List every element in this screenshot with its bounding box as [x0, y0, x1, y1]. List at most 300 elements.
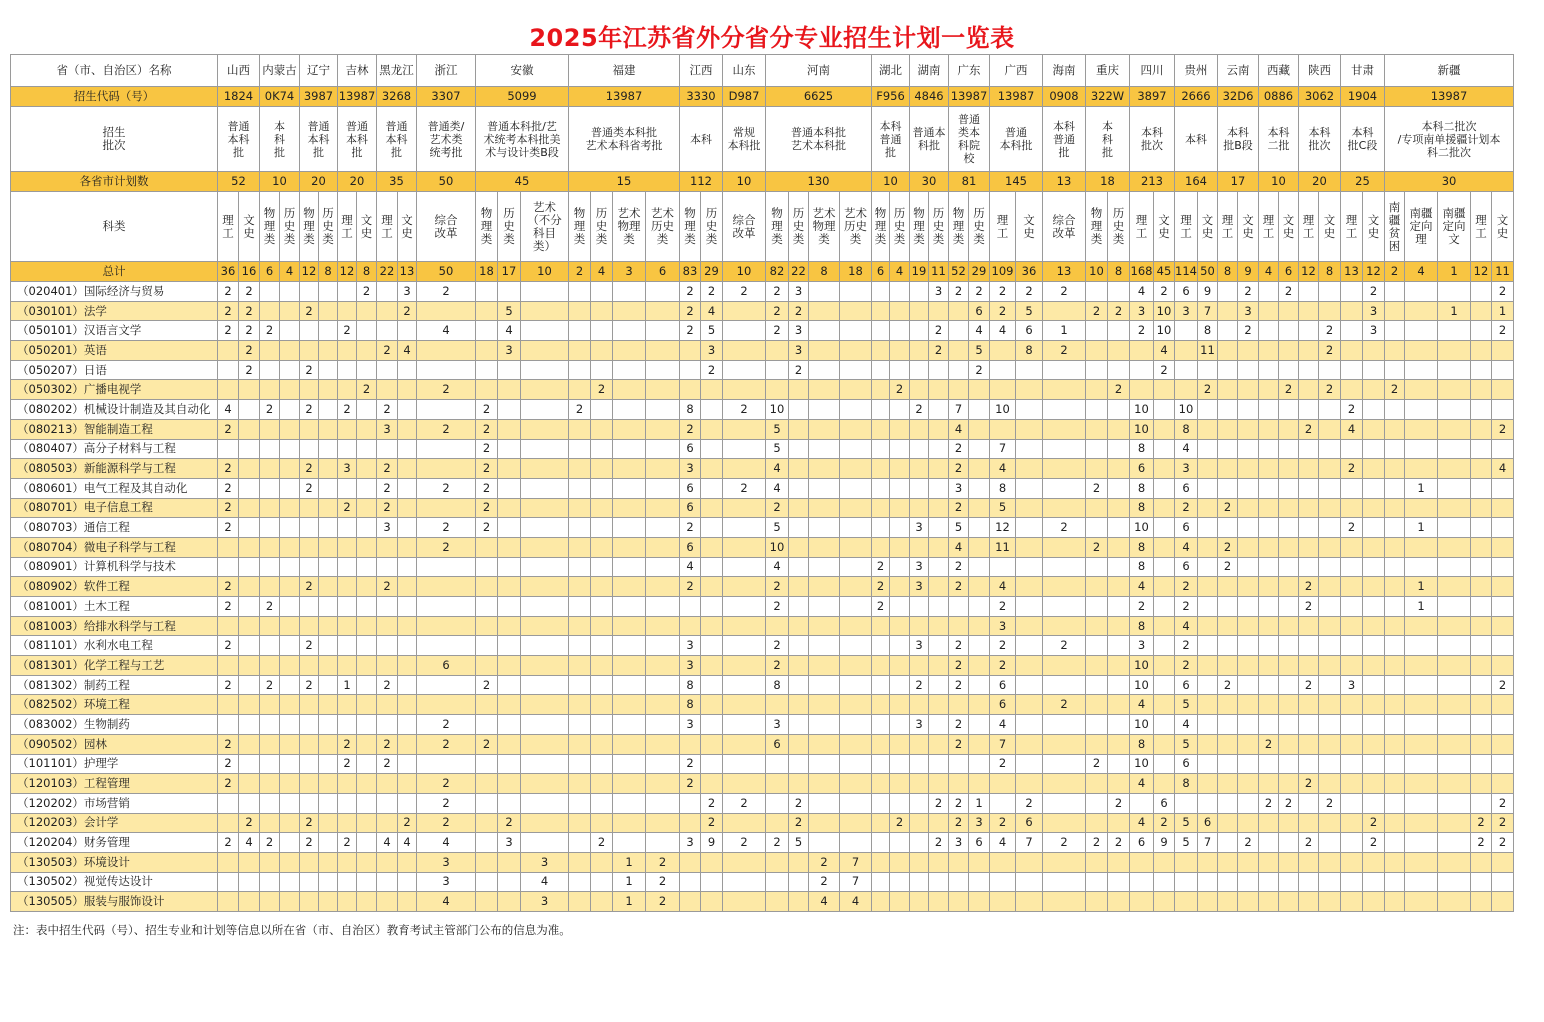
total-value: 4: [1405, 262, 1438, 282]
plan-value: [1299, 321, 1319, 341]
plan-value: [569, 754, 591, 774]
plan-value: 7: [840, 852, 872, 872]
plan-value: [319, 301, 338, 321]
plan-value: [1279, 557, 1299, 577]
plan-value: 2: [929, 833, 949, 853]
plan-value: [338, 616, 357, 636]
plan-value: [1492, 636, 1514, 656]
plan-value: 2: [218, 301, 239, 321]
enrollment-code: 322W: [1086, 87, 1130, 107]
plan-value: [1405, 400, 1438, 420]
plan-value: [1198, 498, 1218, 518]
plan-value: [890, 616, 910, 636]
plan-value: [569, 616, 591, 636]
plan-value: [990, 852, 1016, 872]
plan-value: [280, 380, 300, 400]
plan-value: [969, 439, 990, 459]
plan-value: [398, 459, 417, 479]
enrollment-batch: 本科 批C段: [1341, 107, 1385, 172]
plan-value: [1016, 656, 1043, 676]
plan-value: 8: [1130, 616, 1154, 636]
plan-value: [809, 419, 840, 439]
plan-value: [398, 439, 417, 459]
plan-value: [701, 498, 723, 518]
plan-value: [1385, 675, 1405, 695]
plan-value: [872, 301, 890, 321]
plan-value: 2: [591, 833, 613, 853]
plan-value: [521, 341, 569, 361]
plan-value: [646, 557, 680, 577]
plan-value: 2: [300, 833, 319, 853]
plan-value: [1405, 439, 1438, 459]
plan-value: [1492, 537, 1514, 557]
enrollment-code: 3268: [377, 87, 417, 107]
plan-value: [646, 282, 680, 302]
plan-value: [789, 656, 809, 676]
plan-value: [1108, 597, 1130, 617]
plan-value: 2: [1238, 321, 1259, 341]
province-quota: 112: [680, 172, 723, 192]
plan-value: [1385, 537, 1405, 557]
plan-value: [338, 282, 357, 302]
plan-value: [1108, 577, 1130, 597]
plan-value: 2: [1279, 793, 1299, 813]
plan-value: [1198, 478, 1218, 498]
plan-value: [591, 616, 613, 636]
plan-value: 2: [723, 833, 766, 853]
plan-value: 6: [990, 695, 1016, 715]
plan-value: [1319, 400, 1341, 420]
plan-value: 2: [218, 419, 239, 439]
enrollment-batch: 普通本科批 艺术本科批: [766, 107, 872, 172]
major-name: （081301）化学工程与工艺: [11, 656, 218, 676]
plan-value: [1043, 400, 1086, 420]
plan-value: 2: [1299, 675, 1319, 695]
plan-value: [701, 400, 723, 420]
plan-value: [929, 675, 949, 695]
plan-value: [680, 813, 701, 833]
plan-value: [929, 774, 949, 794]
plan-value: [338, 518, 357, 538]
plan-value: 2: [723, 282, 766, 302]
plan-value: [319, 478, 338, 498]
plan-value: [1385, 400, 1405, 420]
plan-value: [701, 734, 723, 754]
plan-value: [569, 793, 591, 813]
plan-value: [929, 892, 949, 912]
plan-value: [1043, 301, 1086, 321]
plan-value: [521, 321, 569, 341]
plan-value: [260, 616, 280, 636]
plan-value: [872, 892, 890, 912]
plan-value: 2: [218, 478, 239, 498]
plan-value: [910, 892, 929, 912]
total-value: 36: [1016, 262, 1043, 282]
plan-value: 2: [417, 734, 476, 754]
plan-value: [476, 833, 498, 853]
plan-value: [521, 282, 569, 302]
plan-value: 2: [723, 793, 766, 813]
table-row: [11, 439, 1514, 459]
plan-value: [218, 695, 239, 715]
plan-value: 2: [377, 478, 398, 498]
plan-value: 1: [969, 793, 990, 813]
plan-value: [1319, 675, 1341, 695]
plan-value: [1363, 498, 1385, 518]
plan-value: 2: [701, 793, 723, 813]
plan-value: [1492, 439, 1514, 459]
plan-value: [1471, 459, 1492, 479]
plan-value: [1438, 656, 1471, 676]
province-name: 吉林: [338, 55, 377, 87]
major-name: （080503）新能源科学与工程: [11, 459, 218, 479]
plan-value: [319, 360, 338, 380]
enrollment-batch: 普通 本科 批: [218, 107, 260, 172]
plan-value: [377, 892, 398, 912]
plan-value: [1471, 518, 1492, 538]
plan-value: [840, 321, 872, 341]
plan-value: [569, 439, 591, 459]
plan-value: [1341, 498, 1363, 518]
plan-value: [280, 518, 300, 538]
plan-value: [1405, 360, 1438, 380]
plan-value: [1259, 282, 1279, 302]
plan-value: [357, 734, 377, 754]
plan-value: [646, 616, 680, 636]
plan-value: 6: [969, 833, 990, 853]
plan-value: [789, 774, 809, 794]
plan-value: [521, 695, 569, 715]
plan-value: [476, 282, 498, 302]
plan-value: [1086, 872, 1108, 892]
plan-value: [1279, 341, 1299, 361]
plan-value: 2: [476, 459, 498, 479]
plan-value: 2: [1130, 321, 1154, 341]
plan-value: 2: [1299, 833, 1319, 853]
plan-value: [890, 478, 910, 498]
plan-value: [1279, 360, 1299, 380]
plan-value: [300, 715, 319, 735]
plan-value: [218, 715, 239, 735]
major-name: （080601）电气工程及其自动化: [11, 478, 218, 498]
plan-value: [1279, 656, 1299, 676]
plan-value: 6: [680, 498, 701, 518]
plan-value: [1299, 557, 1319, 577]
plan-value: 2: [1299, 419, 1319, 439]
plan-value: [929, 715, 949, 735]
enrollment-code: 3307: [417, 87, 476, 107]
plan-value: [498, 419, 521, 439]
plan-value: [1492, 695, 1514, 715]
province-quota: 35: [377, 172, 417, 192]
plan-value: [1043, 616, 1086, 636]
total-value: 18: [840, 262, 872, 282]
plan-value: [1108, 282, 1130, 302]
plan-value: [498, 636, 521, 656]
plan-value: 2: [701, 282, 723, 302]
plan-value: [646, 734, 680, 754]
plan-value: [1438, 400, 1471, 420]
plan-value: [260, 439, 280, 459]
plan-value: [1385, 734, 1405, 754]
plan-value: [357, 498, 377, 518]
plan-value: [840, 656, 872, 676]
plan-value: [1108, 321, 1130, 341]
plan-value: [789, 636, 809, 656]
plan-value: [569, 892, 591, 912]
plan-value: [569, 813, 591, 833]
plan-value: [1438, 774, 1471, 794]
plan-value: [890, 774, 910, 794]
plan-value: [280, 833, 300, 853]
plan-value: [646, 498, 680, 518]
plan-value: [398, 400, 417, 420]
enrollment-batch: 本 科 批: [260, 107, 300, 172]
plan-value: [398, 892, 417, 912]
plan-value: 2: [377, 400, 398, 420]
plan-value: [1238, 419, 1259, 439]
plan-value: [280, 656, 300, 676]
plan-value: 11: [990, 537, 1016, 557]
plan-value: 2: [1319, 341, 1341, 361]
plan-value: [498, 852, 521, 872]
plan-value: [1319, 360, 1341, 380]
plan-value: [377, 774, 398, 794]
plan-value: [521, 478, 569, 498]
plan-value: [872, 360, 890, 380]
plan-value: 2: [1319, 380, 1341, 400]
plan-value: [280, 360, 300, 380]
plan-value: [1299, 695, 1319, 715]
plan-value: [1341, 892, 1363, 912]
plan-value: 10: [1130, 400, 1154, 420]
plan-value: [1218, 282, 1238, 302]
plan-value: 3: [498, 833, 521, 853]
plan-value: [890, 498, 910, 518]
plan-value: [910, 360, 929, 380]
plan-value: [218, 892, 239, 912]
major-name: （120204）财务管理: [11, 833, 218, 853]
plan-value: [1438, 813, 1471, 833]
plan-value: [338, 360, 357, 380]
plan-value: [1363, 695, 1385, 715]
plan-value: [338, 341, 357, 361]
plan-value: [1259, 459, 1279, 479]
plan-value: [969, 498, 990, 518]
plan-value: [890, 537, 910, 557]
plan-value: [521, 616, 569, 636]
plan-value: [591, 419, 613, 439]
plan-value: [591, 282, 613, 302]
plan-value: [1043, 478, 1086, 498]
plan-value: [1385, 656, 1405, 676]
plan-value: [1341, 774, 1363, 794]
plan-value: 2: [949, 793, 969, 813]
plan-value: [319, 636, 338, 656]
plan-value: [1363, 892, 1385, 912]
plan-value: [1108, 715, 1130, 735]
plan-value: [338, 774, 357, 794]
plan-value: [1363, 577, 1385, 597]
plan-value: [357, 518, 377, 538]
plan-value: [1259, 813, 1279, 833]
plan-value: [476, 793, 498, 813]
plan-value: [1299, 380, 1319, 400]
province-quota: 50: [417, 172, 476, 192]
table-row: [11, 616, 1514, 636]
plan-value: [723, 321, 766, 341]
plan-value: [1238, 459, 1259, 479]
plan-value: [1086, 557, 1108, 577]
plan-value: [319, 498, 338, 518]
plan-value: 1: [613, 892, 646, 912]
total-value: 13: [1043, 262, 1086, 282]
plan-value: [910, 597, 929, 617]
plan-value: [613, 537, 646, 557]
plan-value: [398, 577, 417, 597]
plan-value: [1471, 695, 1492, 715]
plan-value: [1385, 321, 1405, 341]
plan-value: [890, 656, 910, 676]
plan-value: [319, 715, 338, 735]
total-value: 13: [1341, 262, 1363, 282]
table-row: [11, 852, 1514, 872]
plan-value: [357, 833, 377, 853]
plan-value: [1016, 715, 1043, 735]
plan-value: [1471, 892, 1492, 912]
plan-value: 2: [701, 360, 723, 380]
plan-value: [840, 282, 872, 302]
enrollment-code: F956: [872, 87, 910, 107]
subject-category: 物 理 类: [1086, 192, 1108, 262]
plan-value: [1405, 459, 1438, 479]
total-value: 12: [1363, 262, 1385, 282]
plan-value: [1405, 498, 1438, 518]
plan-value: [1438, 577, 1471, 597]
plan-value: 7: [1198, 833, 1218, 853]
plan-value: [809, 478, 840, 498]
plan-value: [239, 715, 260, 735]
plan-value: [872, 675, 890, 695]
total-value: 17: [498, 262, 521, 282]
plan-value: [357, 754, 377, 774]
plan-value: [300, 380, 319, 400]
plan-value: [723, 459, 766, 479]
province-name: 江西: [680, 55, 723, 87]
plan-value: [260, 793, 280, 813]
plan-value: [1492, 577, 1514, 597]
plan-value: [809, 380, 840, 400]
plan-value: 2: [300, 400, 319, 420]
plan-value: [1279, 892, 1299, 912]
plan-value: [569, 734, 591, 754]
plan-value: [1279, 852, 1299, 872]
plan-value: 6: [1175, 675, 1198, 695]
plan-value: [789, 498, 809, 518]
plan-value: [1218, 380, 1238, 400]
plan-value: [890, 734, 910, 754]
plan-value: 2: [417, 419, 476, 439]
table-row: [11, 341, 1514, 361]
plan-value: [280, 321, 300, 341]
plan-value: [969, 734, 990, 754]
plan-value: [280, 616, 300, 636]
plan-value: [1341, 360, 1363, 380]
plan-value: 2: [766, 833, 789, 853]
plan-value: [319, 341, 338, 361]
plan-value: 2: [789, 813, 809, 833]
plan-value: [949, 774, 969, 794]
plan-value: [929, 754, 949, 774]
plan-value: [1154, 852, 1175, 872]
plan-value: [357, 577, 377, 597]
major-name: （080213）智能制造工程: [11, 419, 218, 439]
plan-value: [1363, 557, 1385, 577]
plan-value: 10: [1154, 301, 1175, 321]
plan-value: [1438, 439, 1471, 459]
province-quota: 45: [476, 172, 569, 192]
plan-value: 2: [417, 715, 476, 735]
plan-value: [1086, 616, 1108, 636]
plan-value: 4: [398, 341, 417, 361]
plan-value: [280, 498, 300, 518]
plan-value: [1279, 597, 1299, 617]
plan-value: 2: [300, 675, 319, 695]
plan-value: 2: [723, 478, 766, 498]
major-name: （080202）机械设计制造及其自动化: [11, 400, 218, 420]
plan-value: [872, 478, 890, 498]
plan-value: [1175, 341, 1198, 361]
plan-value: [1405, 872, 1438, 892]
subject-category: 综合 改革: [1043, 192, 1086, 262]
plan-value: [280, 813, 300, 833]
plan-value: [1154, 734, 1175, 754]
plan-value: [1299, 892, 1319, 912]
plan-value: [1218, 321, 1238, 341]
plan-value: 2: [218, 577, 239, 597]
subject-category: 文 史: [1363, 192, 1385, 262]
plan-value: [1492, 597, 1514, 617]
plan-value: [840, 833, 872, 853]
plan-value: 3: [910, 715, 929, 735]
plan-value: [239, 478, 260, 498]
plan-value: [809, 557, 840, 577]
plan-value: [929, 616, 949, 636]
total-value: 2: [1385, 262, 1405, 282]
plan-value: [1218, 695, 1238, 715]
plan-value: [377, 380, 398, 400]
plan-value: 1: [1043, 321, 1086, 341]
plan-value: [1363, 341, 1385, 361]
plan-value: [1341, 597, 1363, 617]
plan-value: [1319, 656, 1341, 676]
plan-value: [1385, 793, 1405, 813]
total-value: 8: [357, 262, 377, 282]
plan-value: 3: [377, 518, 398, 538]
plan-value: [260, 341, 280, 361]
subject-category: 文 史: [1016, 192, 1043, 262]
province-name: 西藏: [1259, 55, 1299, 87]
plan-value: [319, 400, 338, 420]
subject-category: 文 史: [1154, 192, 1175, 262]
plan-value: [1279, 715, 1299, 735]
plan-value: 6: [1175, 478, 1198, 498]
plan-value: 2: [476, 498, 498, 518]
plan-value: [949, 360, 969, 380]
plan-value: [338, 597, 357, 617]
enrollment-batch: 本科 批B段: [1218, 107, 1259, 172]
plan-value: [417, 577, 476, 597]
